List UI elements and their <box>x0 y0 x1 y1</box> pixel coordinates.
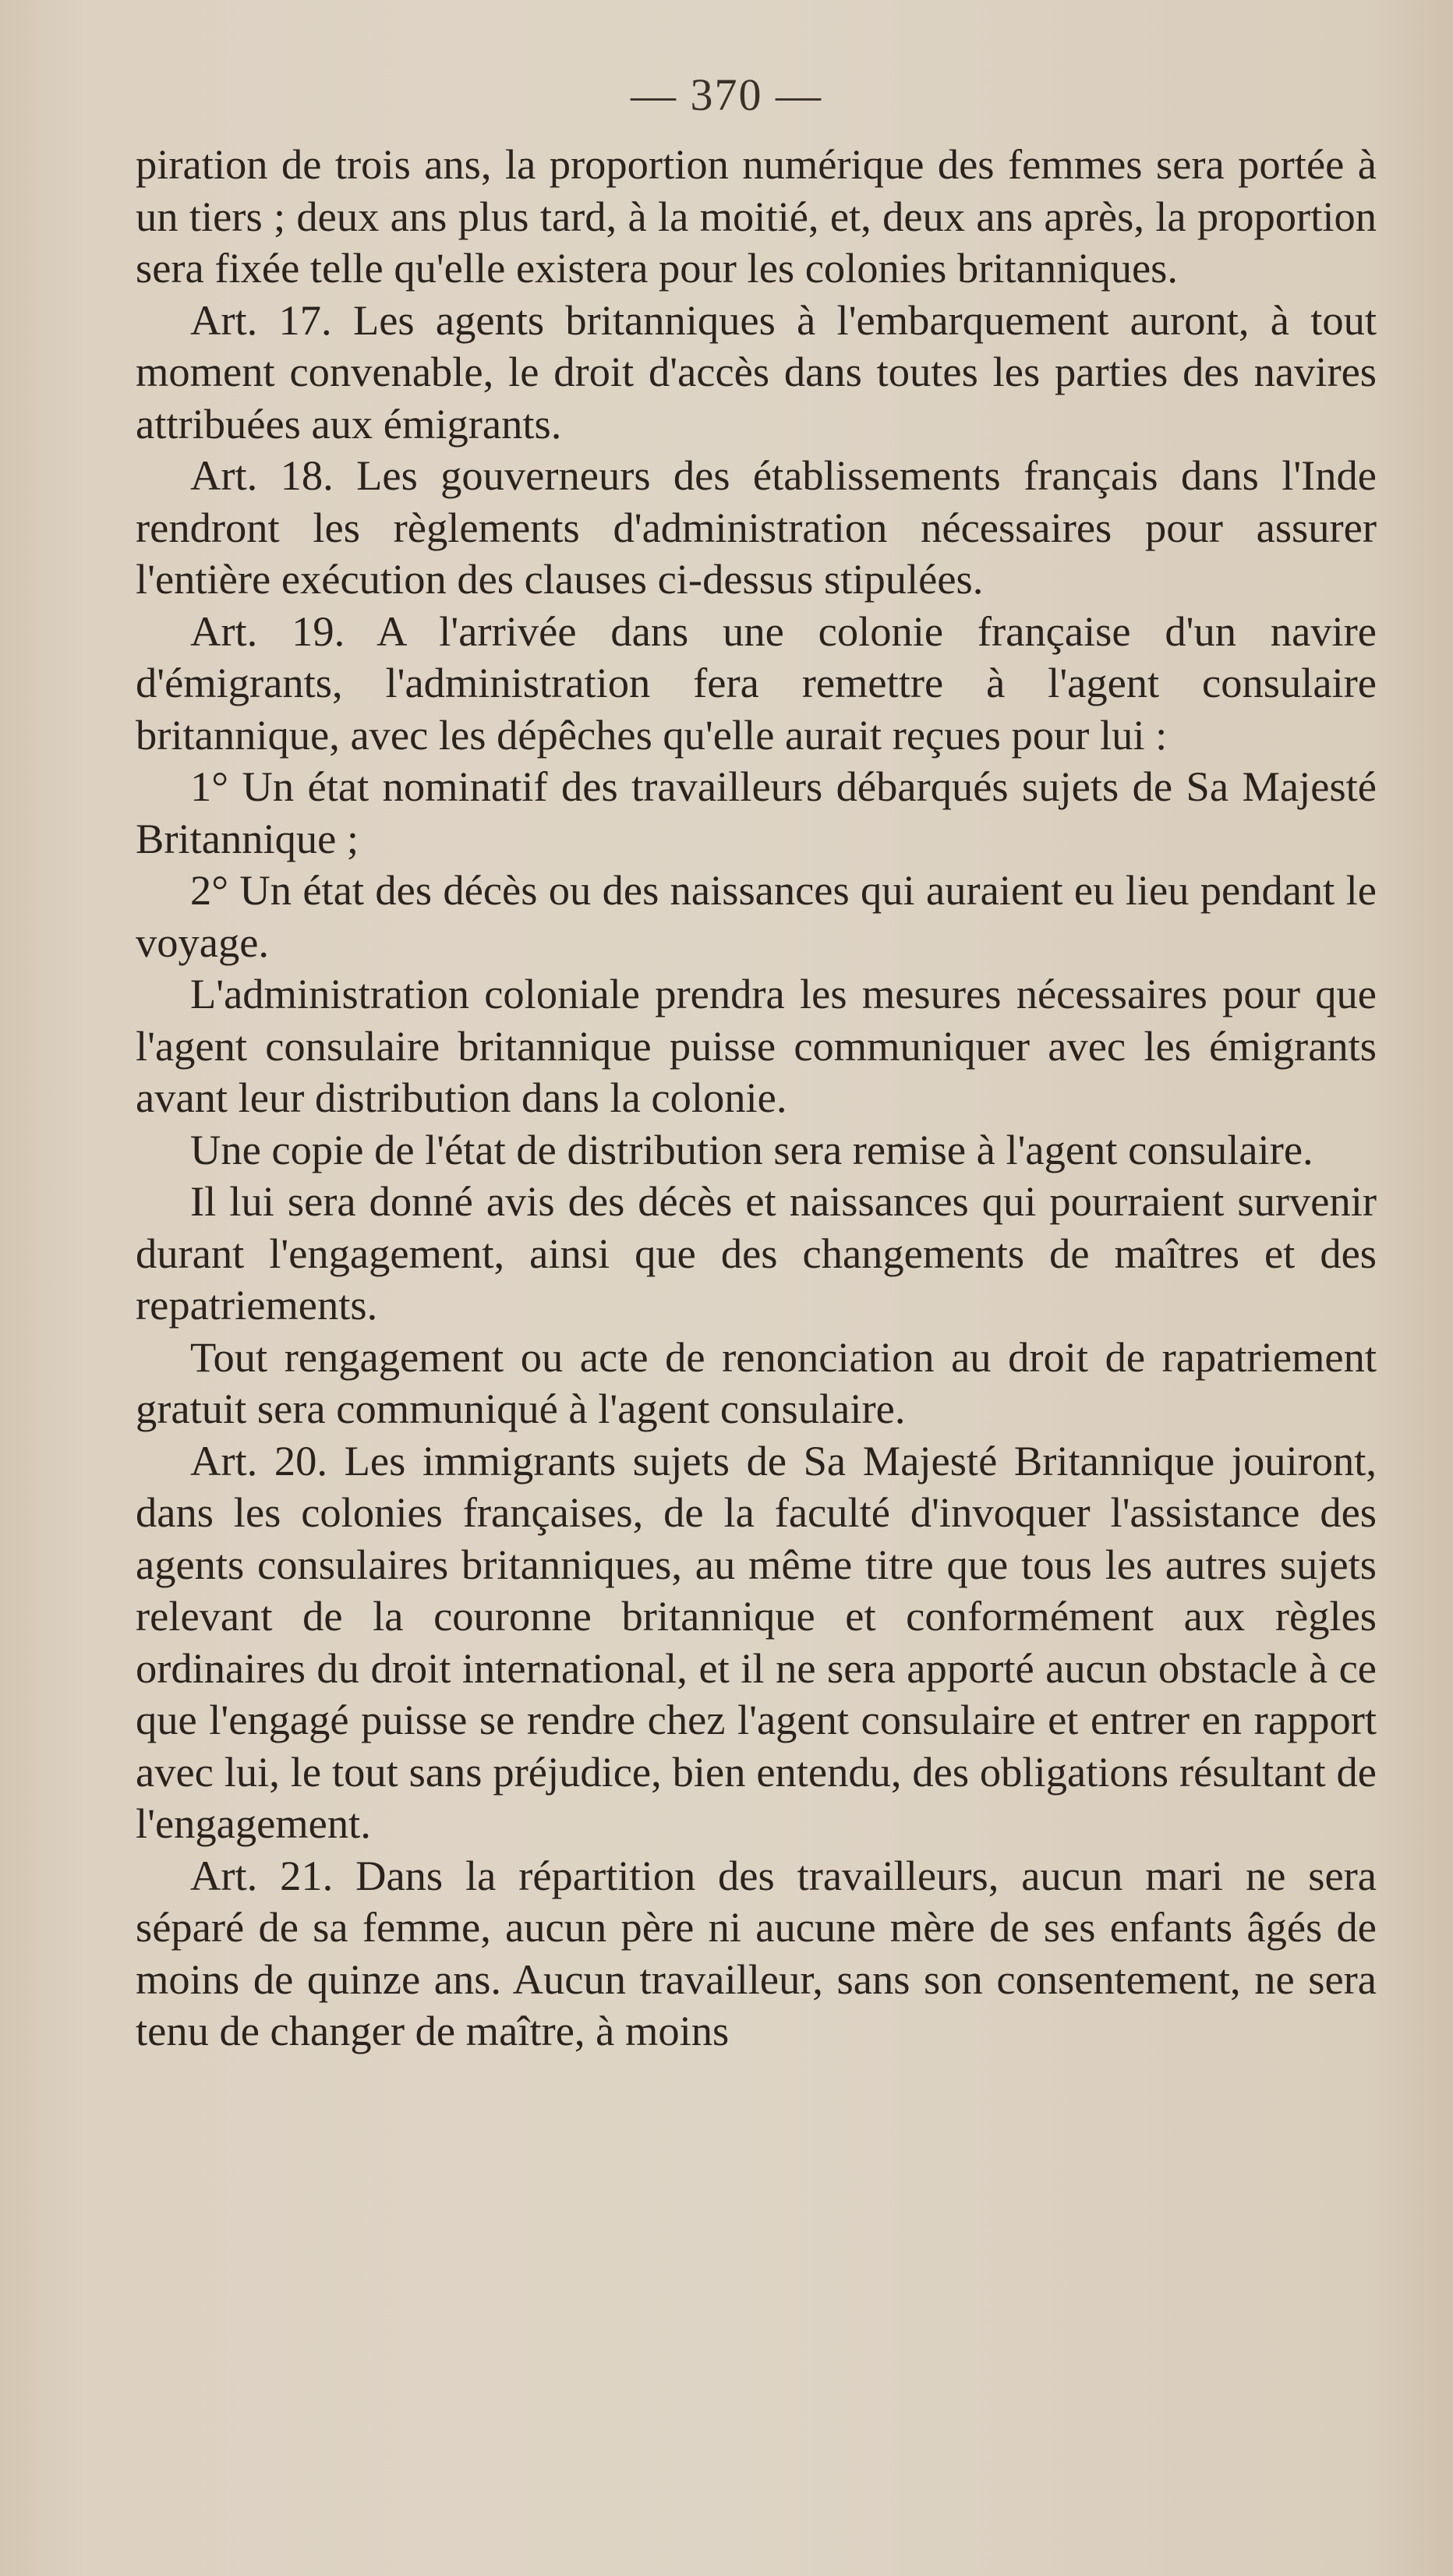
paragraph-rengagement: Tout rengagement ou acte de renonciation au droit de rapatriement gratuit sera communiqué à l'agent consulaire. <box>136 1332 1377 1432</box>
paragraph-article-20: Art. 20. Les immigrants sujets de Sa Majesté Britannique jouiront, dans les colonies françaises, de la faculté d'invoquer l'assistance des agents consulaires britanniques, au même titre que tous les autres sujets relevant de la couronne britannique et conformément aux règles ordinaires du droit international, et il ne sera apporté aucun obstacle à ce que l'engagé puisse se rendre chez l'agent consulaire et entrer en rapport avec lui, le tout sans préjudice, bien entendu, des obligations résultant de l'engagement. <box>136 1436 1377 1847</box>
paragraph-article-17: Art. 17. Les agents britanniques à l'embarquement auront, à tout moment convenable, le droit d'accès dans toutes les parties des navires attribuées aux émigrants. <box>136 295 1377 448</box>
paragraph-copie: Une copie de l'état de distribution sera remise à l'agent consulaire. <box>190 1125 1313 1173</box>
paragraph-article-18: Art. 18. Les gouverneurs des établissements français dans l'Inde rendront les règlements d'administration nécessaires pour assurer l'entière exécution des clauses ci-dessus stipulées. <box>136 451 1377 603</box>
paragraph-avis: Il lui sera donné avis des décès et naissances qui pourraient survenir durant l'engagement, ainsi que des changements de maîtres et des repatriements. <box>136 1177 1377 1329</box>
paragraph-continuation: piration de trois ans, la proportion numérique des femmes sera portée à un tiers ; deux ans plus tard, à la moitié, et, deux ans après, la proportion sera fixée telle qu'elle existera pour les colonies britanniques. <box>136 140 1377 292</box>
paragraph-article-19: Art. 19. A l'arrivée dans une colonie française d'un navire d'émigrants, l'administration fera remettre à l'agent consulaire britannique, avec les dépêches qu'elle aurait reçues pour lui : <box>136 607 1377 759</box>
paragraph-article-21: Art. 21. Dans la répartition des travailleurs, aucun mari ne sera séparé de sa femme, aucun père ni aucune mère de ses enfants âgés de moins de quinze ans. Aucun travailleur, sans son consentement, ne sera tenu de changer de maître, à moins <box>136 1851 1377 2054</box>
paragraph-administration: L'administration coloniale prendra les mesures nécessaires pour que l'agent consulaire britannique puisse communiquer avec les émigrants avant leur distribution dans la colonie. <box>136 970 1377 1121</box>
paragraph-item-1: 1° Un état nominatif des travailleurs débarqués sujets de Sa Majesté Britannique ; <box>136 763 1377 862</box>
paragraph-item-2: 2° Un état des décès ou des naissances qui auraient eu lieu pendant le voyage. <box>136 866 1377 966</box>
body-text <box>136 139 1377 2058</box>
page-number: — 370 — <box>631 69 822 120</box>
